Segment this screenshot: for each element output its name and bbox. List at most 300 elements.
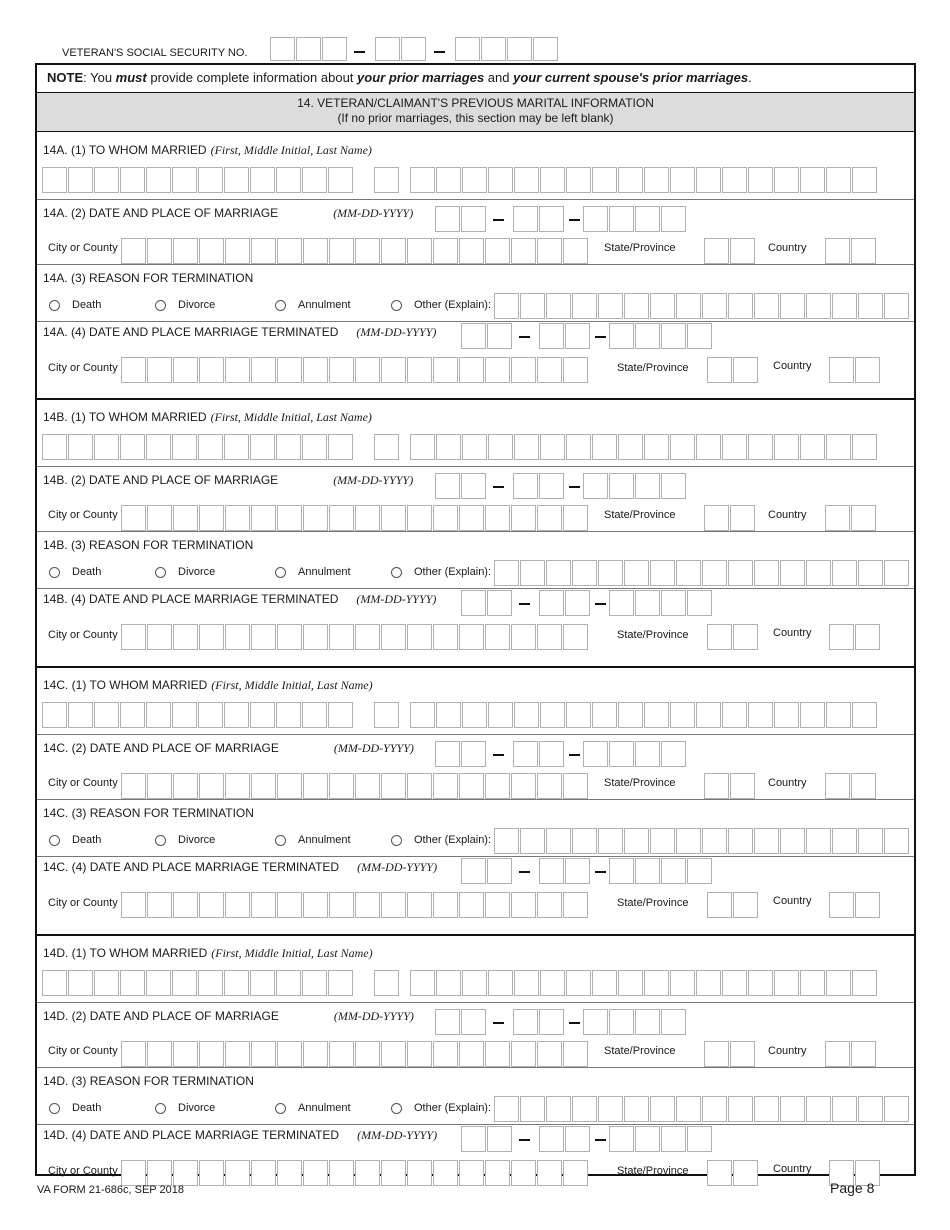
marriage-state-14b[interactable] <box>704 505 756 531</box>
name-first-14a-box[interactable] <box>198 167 223 193</box>
name-first-14c-box[interactable] <box>94 702 119 728</box>
name-last-14c-box[interactable] <box>722 702 747 728</box>
termination-city-14c-box[interactable] <box>251 892 276 918</box>
other-explain-14d-box[interactable] <box>884 1096 909 1122</box>
termination-city-14c-box[interactable] <box>511 892 536 918</box>
name-middle-14d-box[interactable] <box>374 970 399 996</box>
name-last-14c-box[interactable] <box>826 702 851 728</box>
termination-state-14d-box[interactable] <box>707 1160 732 1186</box>
name-last-14d-box[interactable] <box>748 970 773 996</box>
marriage-date-14a-year-box[interactable] <box>635 206 660 232</box>
other-explain-14b-box[interactable] <box>650 560 675 586</box>
other-explain-14a-box[interactable] <box>858 293 883 319</box>
termination-city-14d-box[interactable] <box>459 1160 484 1186</box>
termination-date-14d-month[interactable] <box>461 1126 513 1152</box>
marriage-date-14a-year-box[interactable] <box>583 206 608 232</box>
termination-city-14b-box[interactable] <box>199 624 224 650</box>
name-last-14b[interactable] <box>410 434 878 460</box>
name-last-14b-box[interactable] <box>748 434 773 460</box>
other-explain-14c[interactable] <box>494 828 910 854</box>
radio-circle-icon[interactable] <box>391 1103 402 1114</box>
name-first-14a-box[interactable] <box>276 167 301 193</box>
marriage-city-14c[interactable] <box>121 773 589 799</box>
termination-city-14b-box[interactable] <box>251 624 276 650</box>
termination-city-14a-box[interactable] <box>485 357 510 383</box>
name-first-14d-box[interactable] <box>146 970 171 996</box>
marriage-date-14d-year[interactable] <box>583 1009 687 1035</box>
other-explain-14b-box[interactable] <box>754 560 779 586</box>
termination-date-14d-month-box[interactable] <box>487 1126 512 1152</box>
marriage-date-14a-year[interactable] <box>583 206 687 232</box>
name-first-14c-box[interactable] <box>276 702 301 728</box>
ssn-box[interactable] <box>455 37 480 61</box>
termination-city-14d-box[interactable] <box>199 1160 224 1186</box>
name-last-14a-box[interactable] <box>436 167 461 193</box>
name-first-14a[interactable] <box>42 167 354 193</box>
termination-city-14a-box[interactable] <box>277 357 302 383</box>
termination-date-14c-month-box[interactable] <box>461 858 486 884</box>
radio-circle-icon[interactable] <box>275 300 286 311</box>
other-explain-14c-box[interactable] <box>546 828 571 854</box>
termination-city-14a-box[interactable] <box>511 357 536 383</box>
marriage-city-14a-box[interactable] <box>563 238 588 264</box>
marriage-city-14a-box[interactable] <box>355 238 380 264</box>
name-last-14c-box[interactable] <box>618 702 643 728</box>
marriage-city-14c-box[interactable] <box>277 773 302 799</box>
radio-death-14b[interactable] <box>49 566 101 578</box>
marriage-city-14a-box[interactable] <box>225 238 250 264</box>
name-last-14d-box[interactable] <box>644 970 669 996</box>
marriage-city-14b-box[interactable] <box>381 505 406 531</box>
name-last-14c-box[interactable] <box>774 702 799 728</box>
termination-date-14c-year-box[interactable] <box>687 858 712 884</box>
marriage-state-14b-box[interactable] <box>730 505 755 531</box>
other-explain-14c-box[interactable] <box>884 828 909 854</box>
other-explain-14a-box[interactable] <box>884 293 909 319</box>
other-explain-14b-box[interactable] <box>832 560 857 586</box>
marriage-city-14c-box[interactable] <box>407 773 432 799</box>
radio-death-14d[interactable] <box>49 1102 101 1114</box>
radio-annulment-14c[interactable] <box>275 834 351 846</box>
marriage-city-14d-box[interactable] <box>121 1041 146 1067</box>
radio-circle-icon[interactable] <box>155 1103 166 1114</box>
name-last-14d-box[interactable] <box>696 970 721 996</box>
marriage-city-14d-box[interactable] <box>225 1041 250 1067</box>
name-middle-14d[interactable] <box>374 970 400 996</box>
termination-city-14d-box[interactable] <box>355 1160 380 1186</box>
marriage-city-14d-box[interactable] <box>251 1041 276 1067</box>
termination-city-14d-box[interactable] <box>537 1160 562 1186</box>
termination-city-14a-box[interactable] <box>381 357 406 383</box>
termination-city-14c[interactable] <box>121 892 589 918</box>
other-explain-14d[interactable] <box>494 1096 910 1122</box>
radio-annulment-14d[interactable] <box>275 1102 351 1114</box>
termination-city-14d-box[interactable] <box>407 1160 432 1186</box>
marriage-state-14c-box[interactable] <box>704 773 729 799</box>
marriage-date-14a-year-box[interactable] <box>661 206 686 232</box>
other-explain-14a-box[interactable] <box>494 293 519 319</box>
radio-annulment-14b[interactable] <box>275 566 351 578</box>
marriage-state-14d-box[interactable] <box>704 1041 729 1067</box>
marriage-date-14b-year-box[interactable] <box>635 473 660 499</box>
termination-city-14c-box[interactable] <box>459 892 484 918</box>
ssn-part-3[interactable] <box>455 37 559 61</box>
marriage-city-14d-box[interactable] <box>329 1041 354 1067</box>
marriage-city-14d-box[interactable] <box>511 1041 536 1067</box>
marriage-city-14a-box[interactable] <box>433 238 458 264</box>
marriage-city-14a-box[interactable] <box>173 238 198 264</box>
termination-city-14b-box[interactable] <box>433 624 458 650</box>
ssn-box[interactable] <box>507 37 532 61</box>
termination-date-14b-year-box[interactable] <box>687 590 712 616</box>
other-explain-14c-box[interactable] <box>858 828 883 854</box>
termination-state-14a-box[interactable] <box>733 357 758 383</box>
name-last-14a-box[interactable] <box>462 167 487 193</box>
termination-city-14d-box[interactable] <box>121 1160 146 1186</box>
radio-other-14a[interactable] <box>391 299 491 311</box>
termination-city-14b-box[interactable] <box>147 624 172 650</box>
termination-date-14a-year-box[interactable] <box>635 323 660 349</box>
ssn-box[interactable] <box>481 37 506 61</box>
other-explain-14c-box[interactable] <box>650 828 675 854</box>
termination-date-14a-year-box[interactable] <box>661 323 686 349</box>
other-explain-14b-box[interactable] <box>546 560 571 586</box>
other-explain-14b-box[interactable] <box>494 560 519 586</box>
other-explain-14d-box[interactable] <box>728 1096 753 1122</box>
name-first-14b-box[interactable] <box>328 434 353 460</box>
marriage-city-14d-box[interactable] <box>173 1041 198 1067</box>
name-first-14b-box[interactable] <box>302 434 327 460</box>
marriage-state-14a-box[interactable] <box>730 238 755 264</box>
marriage-date-14d-year-box[interactable] <box>635 1009 660 1035</box>
name-last-14b-box[interactable] <box>644 434 669 460</box>
name-first-14b-box[interactable] <box>146 434 171 460</box>
other-explain-14b-box[interactable] <box>806 560 831 586</box>
other-explain-14b[interactable] <box>494 560 910 586</box>
termination-date-14b-month-box[interactable] <box>487 590 512 616</box>
termination-date-14c-month[interactable] <box>461 858 513 884</box>
termination-city-14a-box[interactable] <box>407 357 432 383</box>
termination-country-14b-box[interactable] <box>829 624 854 650</box>
termination-date-14c-year-box[interactable] <box>661 858 686 884</box>
name-first-14a-box[interactable] <box>172 167 197 193</box>
radio-circle-icon[interactable] <box>275 567 286 578</box>
termination-city-14a-box[interactable] <box>147 357 172 383</box>
termination-date-14a-day-box[interactable] <box>565 323 590 349</box>
termination-state-14c[interactable] <box>707 892 759 918</box>
marriage-city-14b-box[interactable] <box>433 505 458 531</box>
name-first-14d-box[interactable] <box>224 970 249 996</box>
marriage-country-14b-box[interactable] <box>825 505 850 531</box>
name-last-14c-box[interactable] <box>852 702 877 728</box>
termination-city-14b-box[interactable] <box>225 624 250 650</box>
other-explain-14c-box[interactable] <box>520 828 545 854</box>
termination-city-14b-box[interactable] <box>173 624 198 650</box>
marriage-city-14b-box[interactable] <box>277 505 302 531</box>
marriage-date-14a-month-box[interactable] <box>435 206 460 232</box>
termination-city-14c-box[interactable] <box>407 892 432 918</box>
marriage-city-14b-box[interactable] <box>199 505 224 531</box>
marriage-city-14b-box[interactable] <box>225 505 250 531</box>
marriage-city-14c-box[interactable] <box>537 773 562 799</box>
termination-city-14a-box[interactable] <box>563 357 588 383</box>
other-explain-14c-box[interactable] <box>676 828 701 854</box>
other-explain-14a-box[interactable] <box>728 293 753 319</box>
other-explain-14c-box[interactable] <box>624 828 649 854</box>
termination-city-14d-box[interactable] <box>563 1160 588 1186</box>
marriage-city-14a-box[interactable] <box>251 238 276 264</box>
marriage-date-14d-year-box[interactable] <box>661 1009 686 1035</box>
termination-city-14a-box[interactable] <box>303 357 328 383</box>
termination-city-14b[interactable] <box>121 624 589 650</box>
name-last-14c-box[interactable] <box>696 702 721 728</box>
termination-state-14b-box[interactable] <box>733 624 758 650</box>
termination-city-14d-box[interactable] <box>329 1160 354 1186</box>
name-first-14c-box[interactable] <box>250 702 275 728</box>
name-last-14a-box[interactable] <box>540 167 565 193</box>
other-explain-14a-box[interactable] <box>650 293 675 319</box>
other-explain-14c-box[interactable] <box>702 828 727 854</box>
termination-state-14d[interactable] <box>707 1160 759 1186</box>
name-middle-14c-box[interactable] <box>374 702 399 728</box>
marriage-date-14c-month-box[interactable] <box>461 741 486 767</box>
marriage-city-14d-box[interactable] <box>459 1041 484 1067</box>
other-explain-14b-box[interactable] <box>676 560 701 586</box>
other-explain-14d-box[interactable] <box>780 1096 805 1122</box>
name-last-14b-box[interactable] <box>670 434 695 460</box>
marriage-city-14c-box[interactable] <box>355 773 380 799</box>
name-last-14d-box[interactable] <box>618 970 643 996</box>
name-last-14a-box[interactable] <box>618 167 643 193</box>
name-first-14d-box[interactable] <box>302 970 327 996</box>
termination-city-14a-box[interactable] <box>537 357 562 383</box>
termination-city-14d-box[interactable] <box>173 1160 198 1186</box>
name-first-14d-box[interactable] <box>94 970 119 996</box>
termination-city-14a-box[interactable] <box>225 357 250 383</box>
termination-city-14d-box[interactable] <box>433 1160 458 1186</box>
termination-city-14b-box[interactable] <box>459 624 484 650</box>
marriage-country-14c-box[interactable] <box>851 773 876 799</box>
termination-city-14b-box[interactable] <box>537 624 562 650</box>
marriage-city-14d-box[interactable] <box>355 1041 380 1067</box>
name-first-14c-box[interactable] <box>302 702 327 728</box>
marriage-date-14c-year[interactable] <box>583 741 687 767</box>
marriage-city-14a-box[interactable] <box>381 238 406 264</box>
other-explain-14d-box[interactable] <box>624 1096 649 1122</box>
name-last-14b-box[interactable] <box>826 434 851 460</box>
marriage-city-14a[interactable] <box>121 238 589 264</box>
marriage-city-14a-box[interactable] <box>537 238 562 264</box>
marriage-country-14b-box[interactable] <box>851 505 876 531</box>
marriage-country-14a-box[interactable] <box>825 238 850 264</box>
name-first-14a-box[interactable] <box>146 167 171 193</box>
marriage-city-14d-box[interactable] <box>485 1041 510 1067</box>
name-first-14d-box[interactable] <box>276 970 301 996</box>
termination-country-14a[interactable] <box>829 357 881 383</box>
name-last-14a-box[interactable] <box>696 167 721 193</box>
termination-date-14c-day-box[interactable] <box>565 858 590 884</box>
marriage-date-14c-month-box[interactable] <box>435 741 460 767</box>
radio-other-14c[interactable] <box>391 834 491 846</box>
name-first-14a-box[interactable] <box>120 167 145 193</box>
marriage-country-14c-box[interactable] <box>825 773 850 799</box>
name-last-14b-box[interactable] <box>722 434 747 460</box>
name-first-14b-box[interactable] <box>224 434 249 460</box>
termination-date-14b-month-box[interactable] <box>461 590 486 616</box>
name-last-14a-box[interactable] <box>748 167 773 193</box>
other-explain-14a-box[interactable] <box>780 293 805 319</box>
marriage-city-14c-box[interactable] <box>459 773 484 799</box>
marriage-city-14d-box[interactable] <box>199 1041 224 1067</box>
name-first-14a-box[interactable] <box>94 167 119 193</box>
termination-date-14a-year-box[interactable] <box>687 323 712 349</box>
other-explain-14a-box[interactable] <box>702 293 727 319</box>
termination-city-14c-box[interactable] <box>537 892 562 918</box>
marriage-date-14c-month[interactable] <box>435 741 487 767</box>
termination-date-14a-year-box[interactable] <box>609 323 634 349</box>
termination-date-14c-day[interactable] <box>539 858 591 884</box>
termination-city-14c-box[interactable] <box>355 892 380 918</box>
termination-date-14d-day-box[interactable] <box>565 1126 590 1152</box>
termination-country-14c[interactable] <box>829 892 881 918</box>
marriage-city-14d-box[interactable] <box>303 1041 328 1067</box>
termination-state-14c-box[interactable] <box>707 892 732 918</box>
other-explain-14a-box[interactable] <box>598 293 623 319</box>
other-explain-14b-box[interactable] <box>520 560 545 586</box>
marriage-city-14a-box[interactable] <box>303 238 328 264</box>
marriage-city-14c-box[interactable] <box>147 773 172 799</box>
other-explain-14a-box[interactable] <box>754 293 779 319</box>
marriage-country-14a[interactable] <box>825 238 877 264</box>
marriage-date-14c-year-box[interactable] <box>661 741 686 767</box>
name-last-14b-box[interactable] <box>592 434 617 460</box>
name-last-14b-box[interactable] <box>852 434 877 460</box>
termination-date-14a-month-box[interactable] <box>487 323 512 349</box>
marriage-city-14b-box[interactable] <box>485 505 510 531</box>
marriage-date-14c-day[interactable] <box>513 741 565 767</box>
other-explain-14d-box[interactable] <box>832 1096 857 1122</box>
name-middle-14a[interactable] <box>374 167 400 193</box>
radio-circle-icon[interactable] <box>391 567 402 578</box>
termination-date-14a-day[interactable] <box>539 323 591 349</box>
termination-city-14b-box[interactable] <box>303 624 328 650</box>
name-last-14d-box[interactable] <box>540 970 565 996</box>
marriage-date-14d-day[interactable] <box>513 1009 565 1035</box>
marriage-date-14c-day-box[interactable] <box>539 741 564 767</box>
marriage-date-14d-month-box[interactable] <box>461 1009 486 1035</box>
termination-date-14c-year-box[interactable] <box>609 858 634 884</box>
other-explain-14d-box[interactable] <box>754 1096 779 1122</box>
marriage-city-14a-box[interactable] <box>199 238 224 264</box>
marriage-city-14c-box[interactable] <box>381 773 406 799</box>
termination-city-14c-box[interactable] <box>303 892 328 918</box>
name-first-14d-box[interactable] <box>68 970 93 996</box>
name-middle-14b[interactable] <box>374 434 400 460</box>
other-explain-14a[interactable] <box>494 293 910 319</box>
termination-date-14b-year-box[interactable] <box>661 590 686 616</box>
name-first-14b-box[interactable] <box>250 434 275 460</box>
marriage-city-14d-box[interactable] <box>433 1041 458 1067</box>
marriage-country-14d-box[interactable] <box>825 1041 850 1067</box>
marriage-city-14c-box[interactable] <box>225 773 250 799</box>
termination-date-14b-month[interactable] <box>461 590 513 616</box>
marriage-date-14b-day-box[interactable] <box>539 473 564 499</box>
termination-city-14a-box[interactable] <box>355 357 380 383</box>
marriage-country-14c[interactable] <box>825 773 877 799</box>
other-explain-14a-box[interactable] <box>806 293 831 319</box>
name-first-14a-box[interactable] <box>68 167 93 193</box>
termination-state-14d-box[interactable] <box>733 1160 758 1186</box>
termination-date-14c-month-box[interactable] <box>487 858 512 884</box>
name-first-14d-box[interactable] <box>172 970 197 996</box>
name-last-14c-box[interactable] <box>592 702 617 728</box>
marriage-date-14b-month-box[interactable] <box>461 473 486 499</box>
other-explain-14d-box[interactable] <box>858 1096 883 1122</box>
name-first-14c-box[interactable] <box>198 702 223 728</box>
name-first-14b-box[interactable] <box>198 434 223 460</box>
marriage-date-14b-month[interactable] <box>435 473 487 499</box>
name-last-14c-box[interactable] <box>436 702 461 728</box>
other-explain-14d-box[interactable] <box>572 1096 597 1122</box>
name-last-14c-box[interactable] <box>644 702 669 728</box>
marriage-city-14d[interactable] <box>121 1041 589 1067</box>
marriage-country-14b[interactable] <box>825 505 877 531</box>
other-explain-14d-box[interactable] <box>598 1096 623 1122</box>
termination-date-14d-day-box[interactable] <box>539 1126 564 1152</box>
name-last-14d-box[interactable] <box>436 970 461 996</box>
marriage-date-14c-day-box[interactable] <box>513 741 538 767</box>
radio-circle-icon[interactable] <box>49 567 60 578</box>
marriage-city-14c-box[interactable] <box>485 773 510 799</box>
ssn-part-1[interactable] <box>270 37 348 61</box>
marriage-city-14c-box[interactable] <box>511 773 536 799</box>
name-last-14d-box[interactable] <box>852 970 877 996</box>
name-first-14c-box[interactable] <box>224 702 249 728</box>
other-explain-14c-box[interactable] <box>754 828 779 854</box>
radio-other-14d[interactable] <box>391 1102 491 1114</box>
name-last-14a-box[interactable] <box>774 167 799 193</box>
name-last-14d-box[interactable] <box>800 970 825 996</box>
termination-country-14a-box[interactable] <box>855 357 880 383</box>
termination-date-14a-month[interactable] <box>461 323 513 349</box>
marriage-city-14b[interactable] <box>121 505 589 531</box>
name-last-14b-box[interactable] <box>488 434 513 460</box>
name-first-14a-box[interactable] <box>42 167 67 193</box>
radio-circle-icon[interactable] <box>155 835 166 846</box>
other-explain-14a-box[interactable] <box>546 293 571 319</box>
name-middle-14c[interactable] <box>374 702 400 728</box>
marriage-city-14c-box[interactable] <box>303 773 328 799</box>
marriage-city-14b-box[interactable] <box>303 505 328 531</box>
termination-city-14d-box[interactable] <box>251 1160 276 1186</box>
name-last-14b-box[interactable] <box>540 434 565 460</box>
other-explain-14b-box[interactable] <box>780 560 805 586</box>
name-last-14d-box[interactable] <box>670 970 695 996</box>
termination-country-14a-box[interactable] <box>829 357 854 383</box>
radio-circle-icon[interactable] <box>391 835 402 846</box>
name-first-14d-box[interactable] <box>120 970 145 996</box>
name-last-14a-box[interactable] <box>410 167 435 193</box>
marriage-state-14b-box[interactable] <box>704 505 729 531</box>
termination-date-14a-day-box[interactable] <box>539 323 564 349</box>
marriage-city-14b-box[interactable] <box>121 505 146 531</box>
ssn-part-2[interactable] <box>375 37 427 61</box>
other-explain-14b-box[interactable] <box>624 560 649 586</box>
name-first-14c-box[interactable] <box>42 702 67 728</box>
termination-city-14a-box[interactable] <box>173 357 198 383</box>
termination-date-14d-year-box[interactable] <box>635 1126 660 1152</box>
name-last-14d-box[interactable] <box>592 970 617 996</box>
